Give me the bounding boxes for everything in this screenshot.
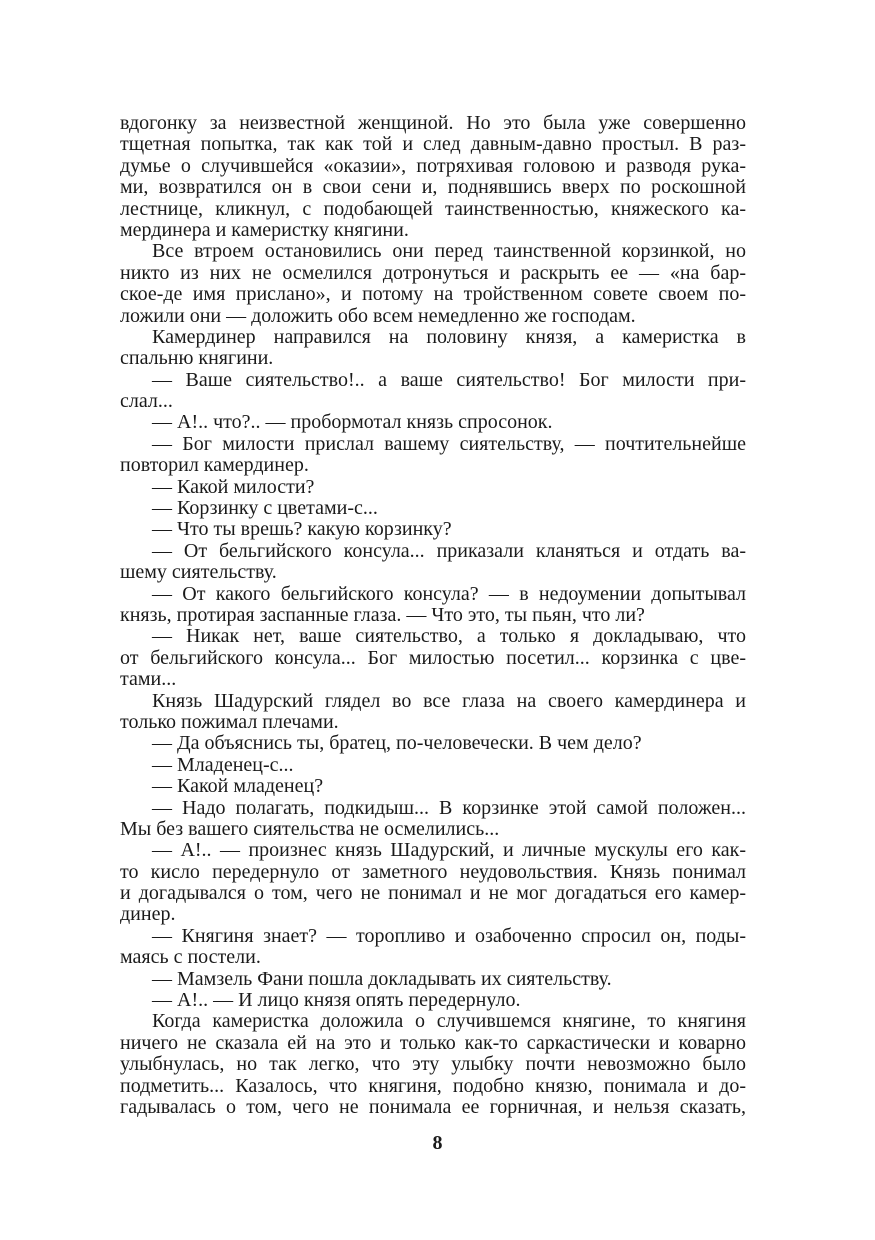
text-line: тщетная попытка, так как той и след давным-давно простыл. В раз- <box>120 133 746 156</box>
text-line: — Княгиня знает? — торопливо и озабоченно спросил он, поды- <box>152 924 746 947</box>
text-line: слал... <box>120 390 173 413</box>
text-line: — Бог милости прислал вашему сиятельству, — почтительнейше <box>152 432 746 455</box>
text-line: — А!.. что?.. — пробормотал князь спросонок. <box>152 411 553 434</box>
text-line: — Что ты врешь? какую корзинку? <box>152 518 452 541</box>
page-number: 8 <box>432 1132 443 1154</box>
text-line: — Корзинку с цветами-с... <box>152 497 378 520</box>
text-line: Камердинер направился на половину князя, а камеристка в <box>152 325 746 348</box>
text-line: тами... <box>120 668 177 691</box>
text-line: — Надо полагать, подкидыш... В корзинке этой самой положен... <box>152 796 746 819</box>
text-line: ничего не сказала ей на это и только как-то саркастически и коварно <box>120 1031 746 1054</box>
text-line: динер. <box>120 903 176 926</box>
text-line: от бельгийского консула... Бог милостью посетил... корзинка с цве- <box>120 646 746 669</box>
text-line: — Никак нет, ваше сиятельство, а только я докладываю, что <box>152 625 746 648</box>
text-line: думье о случившейся «оказии», потряхивая головою и разводя рука- <box>120 154 746 177</box>
text-line: подметить... Казалось, что княгиня, подобно князю, понимала и до- <box>120 1074 746 1097</box>
text-line: ское-де имя прислано», и потому на тройственном совете своем по- <box>120 283 746 306</box>
text-line: Когда камеристка доложила о случившемся княгине, то княгиня <box>152 1010 746 1033</box>
text-line: — От бельгийского консула... приказали кланяться и отдать ва- <box>152 539 746 562</box>
text-line: только пожимал плечами. <box>120 710 339 733</box>
text-line: маясь с постели. <box>120 946 261 969</box>
text-line: повторил камердинер. <box>120 454 309 477</box>
text-line: — Какой милости? <box>152 475 315 498</box>
text-line: Мы без вашего сиятельства не осмелились... <box>120 817 500 840</box>
text-line: — От какого бельгийского консула? — в недоумении допытывал <box>152 582 746 605</box>
text-line: Все втроем остановились они перед таинственной корзинкой, но <box>152 240 746 263</box>
text-line: никто из них не осмелился дотронуться и раскрыть ее — «на бар- <box>120 261 746 284</box>
text-line: — Мамзель Фани пошла докладывать их сиятельству. <box>152 967 612 990</box>
text-line: спальню княгини. <box>120 347 274 370</box>
text-line: то кисло передернуло от заметного неудовольствия. Князь понимал <box>120 860 746 883</box>
text-line: шему сиятельству. <box>120 561 277 584</box>
text-line: ложили они — доложить обо всем немедленно же господам. <box>120 304 636 327</box>
text-line: и догадывался о том, чего не понимал и не мог догадаться его камер- <box>120 882 746 905</box>
text-line: — Да объяснись ты, братец, по-человечески. В чем дело? <box>152 732 642 755</box>
text-line: — А!.. — произнес князь Шадурский, и личные мускулы его как- <box>152 839 746 862</box>
text-line: улыбнулась, но так легко, что эту улыбку почти невозможно было <box>120 1053 746 1076</box>
text-line: вдогонку за неизвестной женщиной. Но это была уже совершенно <box>120 112 746 134</box>
text-line: князь, протирая заспанные глаза. — Что это, ты пьян, что ли? <box>120 603 645 626</box>
text-line: — А!.. — И лицо князя опять передернуло. <box>152 989 521 1012</box>
page-body-text <box>120 113 746 1118</box>
text-line: — Ваше сиятельство!.. а ваше сиятельство! Бог милости при- <box>152 368 746 391</box>
text-line: ми, возвратился он в свои сени и, поднявшись вверх по роскошной <box>120 176 746 199</box>
text-line: — Какой младенец? <box>152 775 324 798</box>
text-line: мердинера и камеристку княгини. <box>120 218 409 241</box>
text-line: — Младенец-с... <box>152 753 294 776</box>
text-line: гадывалась о том, чего не понимала ее горничная, и нельзя сказать, <box>120 1095 746 1118</box>
text-line: Князь Шадурский глядел во все глаза на своего камердинера и <box>152 689 746 712</box>
text-line: лестнице, кликнул, с подобающей таинственностью, княжеского ка- <box>120 197 746 220</box>
